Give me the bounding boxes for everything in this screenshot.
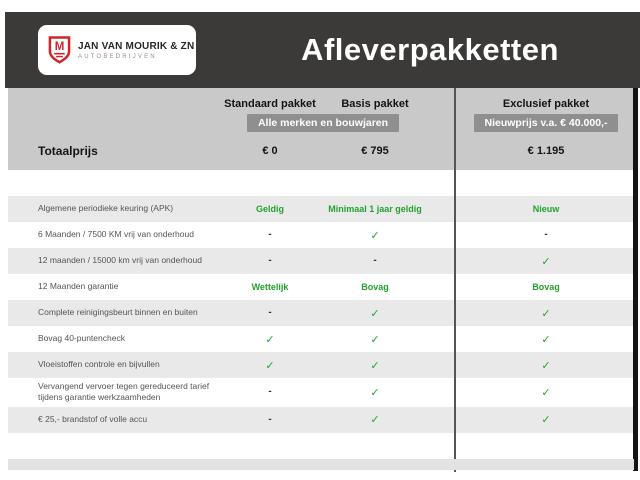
- check-icon: ✓: [541, 255, 551, 268]
- dash-mark: -: [268, 229, 272, 240]
- check-icon: ✓: [370, 359, 380, 372]
- logo-text: [78, 41, 194, 60]
- check-icon: ✓: [370, 229, 380, 242]
- check-icon: ✓: [541, 307, 551, 320]
- row-label: 12 Maanden garantie: [38, 281, 119, 292]
- check-icon: ✓: [541, 414, 551, 427]
- table-row: [8, 248, 634, 274]
- package-name-basis: Basis pakket: [341, 98, 409, 110]
- table-row: [8, 407, 634, 433]
- header-bar: [5, 12, 640, 88]
- row-value-text: Wettelijk: [251, 282, 289, 292]
- total-price-standaard: € 0: [262, 145, 278, 157]
- row-label: Vervangend vervoer tegen gereduceerd tarief tijdens garantie werkzaamheden: [38, 381, 210, 403]
- package-names-row: [8, 98, 634, 110]
- total-price-exclusief: € 1.195: [527, 145, 565, 157]
- row-label: Complete reinigingsbeurt binnen en buiten: [38, 307, 198, 318]
- check-icon: ✓: [370, 414, 380, 427]
- dash-mark: -: [268, 255, 272, 266]
- row-value-text: Nieuw: [532, 204, 560, 214]
- package-name-exclusief: Exclusief pakket: [502, 98, 590, 110]
- page-title: Afleverpakketten: [301, 32, 559, 67]
- row-value-text: Bovag: [361, 282, 389, 292]
- package-badges-row: [8, 114, 634, 132]
- badge-nieuwprijs: Nieuwprijs v.a. € 40.000,-: [474, 114, 619, 132]
- dash-mark: -: [268, 386, 272, 398]
- check-icon: ✓: [541, 359, 551, 372]
- check-icon: ✓: [265, 359, 275, 372]
- dash-mark: -: [268, 307, 272, 318]
- row-label: € 25,- brandstof of volle accu: [38, 414, 148, 425]
- shield-logo-icon: [48, 36, 71, 64]
- dash-mark: -: [373, 255, 377, 266]
- column-divider-line: [454, 88, 456, 472]
- brand-tagline: AUTOBEDRIJVEN: [78, 53, 157, 60]
- packages-header-block: [8, 88, 634, 170]
- brand-name: JAN VAN MOURIK & ZN: [78, 40, 195, 52]
- table-row: [8, 352, 634, 378]
- row-value-text: Minimaal 1 jaar geldig: [328, 204, 422, 214]
- package-name-standaard: Standaard pakket: [224, 98, 316, 110]
- row-label: 12 maanden / 15000 km vrij van onderhoud: [38, 255, 202, 266]
- row-label: Algemene periodieke keuring (APK): [38, 203, 174, 214]
- badge-alle-merken: Alle merken en bouwjaren: [247, 114, 399, 132]
- row-label: 6 Maanden / 7500 KM vrij van onderhoud: [38, 229, 194, 240]
- row-value-text: Bovag: [532, 282, 560, 292]
- total-price-basis: € 795: [361, 145, 389, 157]
- dash-mark: -: [268, 413, 272, 425]
- shield-monogram: M: [54, 41, 65, 53]
- dash-mark: -: [544, 229, 548, 240]
- right-edge-border: [633, 88, 638, 471]
- table-row: [8, 378, 634, 407]
- check-icon: ✓: [370, 333, 380, 346]
- check-icon: ✓: [370, 307, 380, 320]
- total-price-row: [8, 144, 634, 158]
- check-icon: ✓: [265, 333, 275, 346]
- table-row: [8, 222, 634, 248]
- check-icon: ✓: [370, 386, 380, 399]
- bottom-strip: [8, 459, 634, 470]
- check-icon: ✓: [541, 386, 551, 399]
- table-row: [8, 326, 634, 352]
- row-label: Vloeistoffen controle en bijvullen: [38, 359, 160, 370]
- row-value-text: Geldig: [255, 204, 284, 214]
- table-row: [8, 196, 634, 222]
- feature-rows: [8, 196, 634, 433]
- row-label: Bovag 40-puntencheck: [38, 333, 125, 344]
- dealer-logo: [38, 25, 196, 75]
- total-price-label: Totaalprijs: [38, 144, 98, 158]
- table-row: [8, 300, 634, 326]
- check-icon: ✓: [541, 333, 551, 346]
- table-row: [8, 274, 634, 300]
